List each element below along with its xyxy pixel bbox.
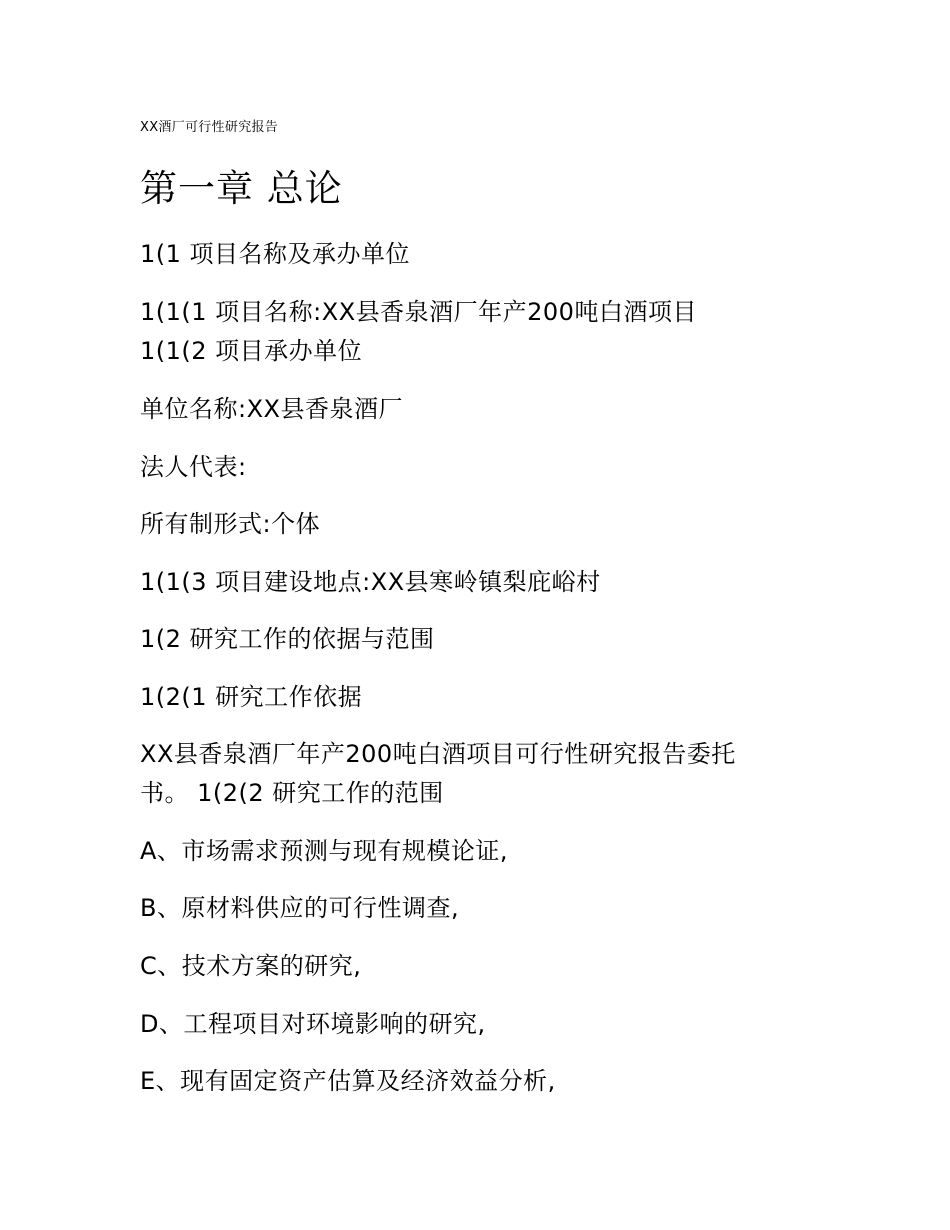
legal-representative-line: 法人代表: <box>140 453 247 481</box>
scope-item-e: E、现有固定资产估算及经济效益分析, <box>140 1067 556 1095</box>
subsection-research-basis: 1(2(1 研究工作依据 <box>140 683 363 711</box>
chapter-title: 第一章 总论 <box>140 167 343 210</box>
section-heading-1-2: 1(2 研究工作的依据与范围 <box>140 625 435 653</box>
unit-name-line: 单位名称:XX县香泉酒厂 <box>140 395 403 423</box>
subsection-project-undertaker: 1(1(2 项目承办单位 <box>140 337 363 365</box>
scope-item-d: D、工程项目对环境影响的研究, <box>140 1010 486 1038</box>
running-header: XX酒厂可行性研究报告 <box>140 120 279 135</box>
section-heading-1-1: 1(1 项目名称及承办单位 <box>140 240 411 268</box>
subsection-project-name: 1(1(1 项目名称:XX县香泉酒厂年产200吨白酒项目 <box>140 298 697 326</box>
subsection-construction-site: 1(1(3 项目建设地点:XX县寒岭镇梨庇峪村 <box>140 568 601 596</box>
scope-item-b: B、原材料供应的可行性调查, <box>140 894 460 922</box>
scope-item-c: C、技术方案的研究, <box>140 952 362 980</box>
scope-item-a: A、市场需求预测与现有规模论证, <box>140 837 509 865</box>
paragraph-commission-line-2: 书。 1(2(2 研究工作的范围 <box>140 779 444 807</box>
ownership-form-line: 所有制形式:个体 <box>140 510 321 538</box>
paragraph-commission-line-1: XX县香泉酒厂年产200吨白酒项目可行性研究报告委托 <box>140 740 736 768</box>
